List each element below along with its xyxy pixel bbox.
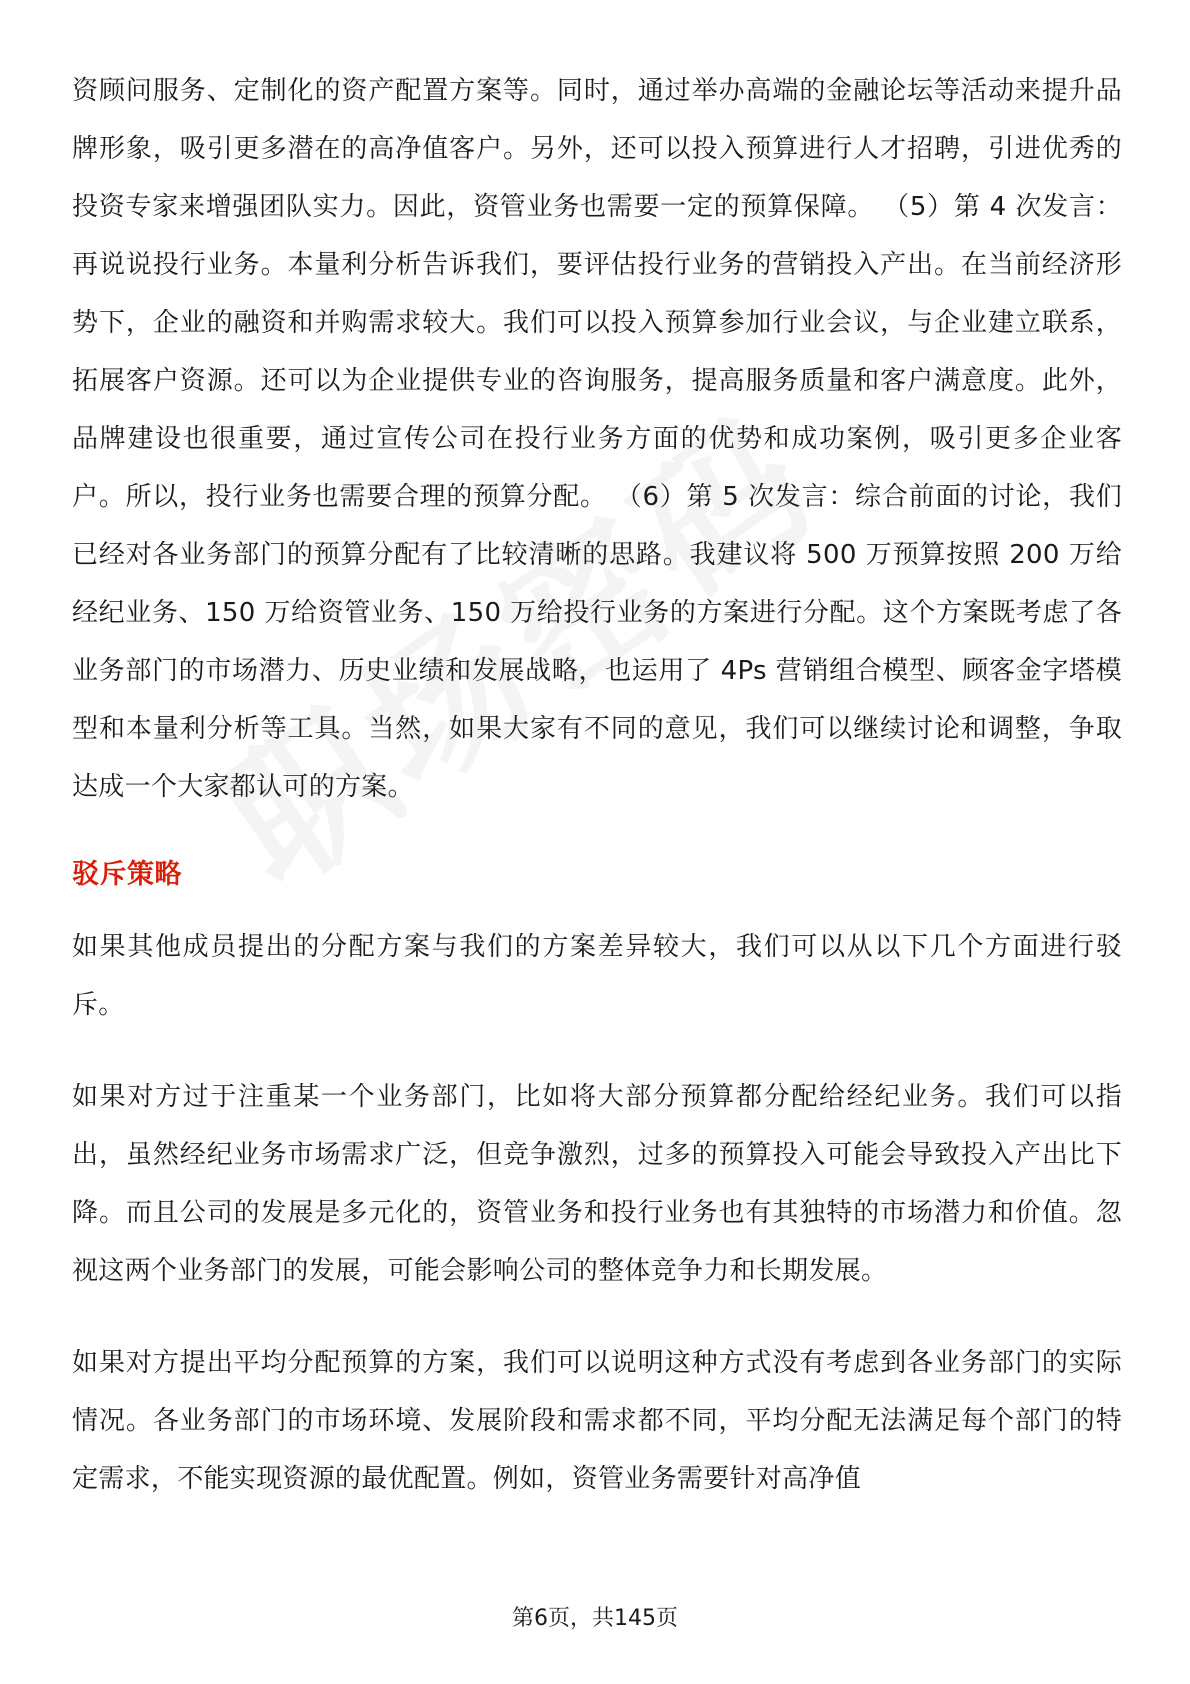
paragraph-rebuttal-intro: 如果其他成员提出的分配方案与我们的方案差异较大，我们可以从以下几个方面进行驳斥。 — [72, 932, 1122, 1020]
paragraph-rebuttal-single-department: 如果对方过于注重某一个业务部门，比如将大部分预算都分配给经纪业务。我们可以指出，虽然经纪业务市场需求广泛，但竞争激烈，过多的预算投入可能会导致投入产出比下降。而且公司的发展是多元化的，资管业务和投行业务也有其独特的市场潜力和价值。忽视这两个业务部门的发展，可能会影响公司的整体竞争力和长期发展。 — [72, 1082, 1122, 1286]
paragraph-rebuttal-equal-split: 如果对方提出平均分配预算的方案，我们可以说明这种方式没有考虑到各业务部门的实际情况。各业务部门的市场环境、发展阶段和需求都不同，平均分配无法满足每个部门的特定需求，不能实现资源的最优配置。例如，资管业务需要针对高净值 — [72, 1348, 1122, 1494]
page-content — [72, 62, 1122, 1508]
page-number-footer: 第6页，共145页 — [512, 1606, 678, 1631]
section-heading-rebuttal-strategy: 驳斥策略 — [72, 859, 182, 890]
paragraph-speeches: 资顾问服务、定制化的资产配置方案等。同时，通过举办高端的金融论坛等活动来提升品牌形象，吸引更多潜在的高净值客户。另外，还可以投入预算进行人才招聘，引进优秀的投资专家来增强团队实力。因此，资管业务也需要一定的预算保障。 （5）第 4 次发言：再说说投行业务。本量利分析告诉我们，要评估投行业务的营销投入产出。在当前经济形势下，企业的融资和并购需求较大。我们可以投入预算参加行业会议，与企业建立联系，拓展客户资源。还可以为企业提供专业的咨询服务，提高服务质量和客户满意度。此外，品牌建设也很重要，通过宣传公司在投行业务方面的优势和成功案例，吸引更多企业客户。所以，投行业务也需要合理的预算分配。 （6）第 5 次发言：综合前面的讨论，我们已经对各业务部门的预算分配有了比较清晰的思路。我建议将 500 万预算按照 200 万给经纪业务、150 万给资管业务、150 万给投行业务的方案进行分配。这个方案既考虑了各业务部门的市场潜力、历史业绩和发展战略，也运用了 4Ps 营销组合模型、顾客金字塔模型和本量利分析等工具。当然，如果大家有不同的意见，我们可以继续讨论和调整，争取达成一个大家都认可的方案。 — [72, 76, 1122, 802]
